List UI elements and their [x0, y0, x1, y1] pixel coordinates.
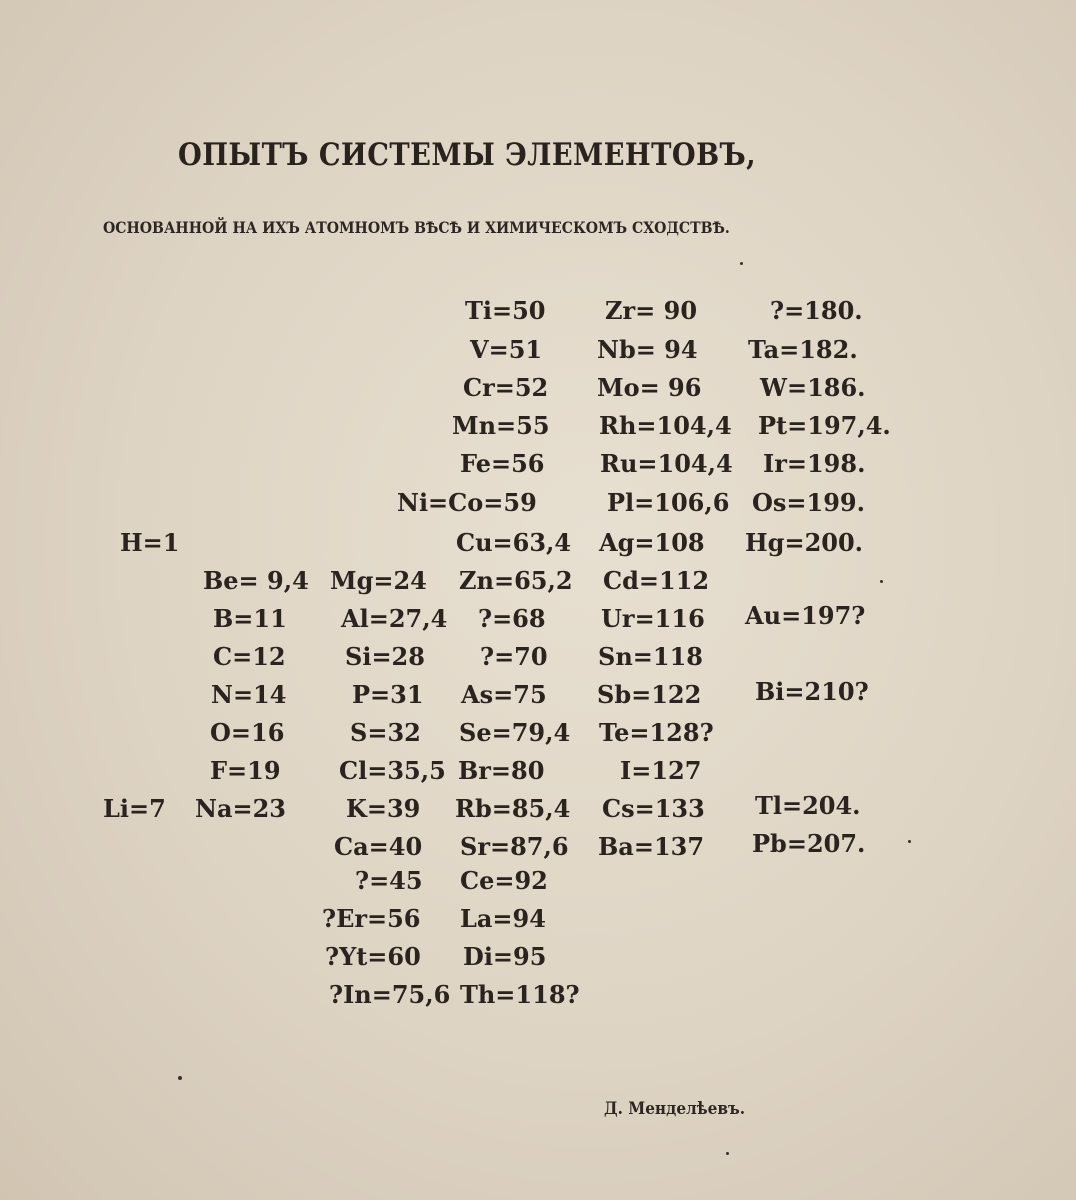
element-cell: Mn=55	[452, 411, 550, 440]
element-cell: Cs=133	[602, 794, 705, 823]
page-subtitle: ОСНОВАННОЙ НА ИХЪ АТОМНОМЪ ВѢСѢ И ХИМИЧЕСКОМЪ СХОДСТВѢ.	[103, 218, 730, 237]
element-cell: K=39	[346, 794, 421, 823]
element-cell: ?Er=56	[322, 904, 421, 933]
element-cell: ?=68	[478, 604, 546, 633]
element-cell: Ag=108	[599, 528, 705, 557]
element-cell: Pt=197,4.	[758, 411, 891, 440]
element-cell: O=16	[210, 718, 285, 747]
element-cell: La=94	[460, 904, 546, 933]
element-cell: Au=197?	[745, 601, 866, 630]
element-cell: Mg=24	[330, 566, 427, 595]
element-cell: Zn=65,2	[459, 566, 573, 595]
element-cell: Sb=122	[597, 680, 702, 709]
element-cell: Sn=118	[598, 642, 703, 671]
element-cell: Nb= 94	[597, 335, 698, 364]
element-cell: Ir=198.	[763, 449, 866, 478]
element-cell: Mo= 96	[597, 373, 702, 402]
ink-speck	[880, 580, 883, 583]
element-cell: Be= 9,4	[203, 566, 309, 595]
element-cell: Na=23	[195, 794, 286, 823]
element-cell: W=186.	[760, 373, 866, 402]
element-cell: Ru=104,4	[600, 449, 733, 478]
element-cell: Ta=182.	[748, 335, 858, 364]
ink-speck	[726, 1152, 729, 1155]
element-cell: Rb=85,4	[455, 794, 571, 823]
ink-speck	[908, 840, 911, 843]
element-cell: C=12	[213, 642, 286, 671]
element-cell: Pb=207.	[752, 829, 866, 858]
element-cell: ?=45	[355, 866, 423, 895]
element-cell: Sr=87,6	[460, 832, 569, 861]
element-cell: Ba=137	[598, 832, 705, 861]
element-cell: F=19	[210, 756, 281, 785]
element-cell: S=32	[350, 718, 421, 747]
element-cell: Li=7	[103, 794, 166, 823]
element-cell: Tl=204.	[755, 791, 861, 820]
element-cell: I=127	[620, 756, 702, 785]
element-cell: H=1	[120, 528, 180, 557]
element-cell: Bi=210?	[755, 677, 869, 706]
element-cell: ?Yt=60	[325, 942, 421, 971]
element-cell: Rh=104,4	[599, 411, 732, 440]
element-cell: Cr=52	[463, 373, 549, 402]
element-cell: Hg=200.	[745, 528, 864, 557]
element-cell: Di=95	[463, 942, 547, 971]
element-cell: Te=128?	[599, 718, 714, 747]
element-cell: V=51	[470, 335, 543, 364]
element-cell: As=75	[461, 680, 547, 709]
ink-speck	[178, 1076, 182, 1080]
element-cell: Al=27,4	[341, 604, 448, 633]
element-cell: Br=80	[458, 756, 545, 785]
element-cell: Fe=56	[460, 449, 545, 478]
element-cell: P=31	[352, 680, 424, 709]
element-cell: Cd=112	[603, 566, 710, 595]
element-cell: Cl=35,5	[339, 756, 446, 785]
element-cell: ?In=75,6	[329, 980, 451, 1009]
element-cell: Ti=50	[465, 296, 546, 325]
element-cell: ?=70	[480, 642, 548, 671]
element-cell: Se=79,4	[459, 718, 571, 747]
element-cell: ?=180.	[770, 296, 863, 325]
element-cell: N=14	[211, 680, 287, 709]
element-cell: B=11	[213, 604, 287, 633]
element-cell: Os=199.	[752, 488, 865, 517]
element-cell: Si=28	[345, 642, 425, 671]
element-cell: Ni=Co=59	[397, 488, 537, 517]
ink-speck	[740, 262, 743, 265]
element-cell: Ce=92	[460, 866, 548, 895]
element-cell: Cu=63,4	[456, 528, 572, 557]
element-cell: Ca=40	[334, 832, 423, 861]
author-signature: Д. Менделѣевъ.	[604, 1099, 746, 1119]
element-cell: Pl=106,6	[607, 488, 730, 517]
page-title: ОПЫТЪ СИСТЕМЫ ЭЛЕМЕНТОВЪ,	[178, 137, 757, 173]
element-cell: Ur=116	[601, 604, 705, 633]
element-cell: Zr= 90	[605, 296, 698, 325]
element-cell: Th=118?	[460, 980, 580, 1009]
